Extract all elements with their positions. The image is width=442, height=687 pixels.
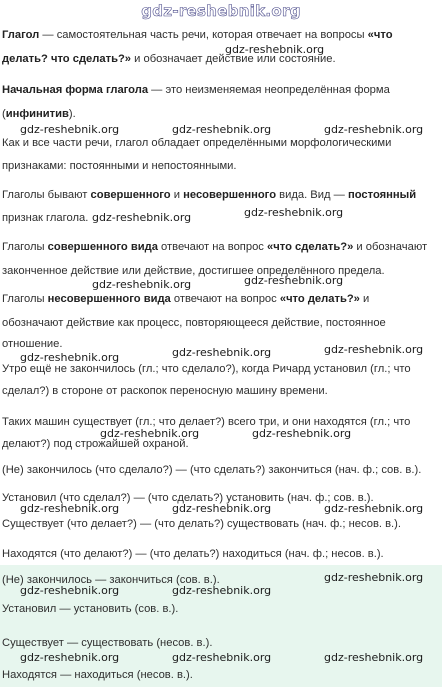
watermark-text: gdz-reshebnik.org bbox=[172, 651, 272, 664]
infinitive-line-2: (инфинитив). bbox=[2, 108, 76, 120]
watermark-text: gdz-reshebnik.org bbox=[172, 502, 272, 515]
perfective-line-1: Глаголы совершенного вида отвечают на вопрос «что сделать?» и обозначают bbox=[2, 241, 428, 253]
answer-line-1: (Не) закончилось — закончиться (сов. в.). bbox=[2, 574, 220, 586]
answer-line-2: Установил — установить (сов. в.). bbox=[2, 603, 179, 615]
definition-line-2: делать? что сделать?» и обозначает действие или состояние. bbox=[2, 53, 336, 65]
imperfective-line-1: Глаголы несовершенного вида отвечают на вопрос «что делать?» и bbox=[2, 293, 370, 305]
sentence-1-line-2: сделал?) в стороне от раскопок переносную машину времени. bbox=[2, 385, 328, 397]
watermark-text: gdz-reshebnik.org bbox=[252, 427, 352, 440]
watermark-text: gdz-reshebnik.org bbox=[92, 211, 192, 224]
imperfective-line-2: обозначают действие как процесс, повторяющееся действие, постоянное bbox=[2, 317, 386, 329]
aspect-line-1: Глаголы бывают совершенного и несовершенного вида. Вид — постоянный bbox=[2, 189, 417, 201]
perfective-line-2: законченное действие или действие, достигшее определённого предела. bbox=[2, 265, 385, 277]
watermark-text: gdz-reshebnik.org bbox=[324, 343, 424, 356]
analysis-line-2: Установил (что сделал?) — (что сделать?) установить (нач. ф.; сов. в.). bbox=[2, 492, 374, 504]
sentence-1-line-1: Утро ещё не закончилось (гл.; что сделало?), когда Ричард установил (гл.; что bbox=[2, 363, 411, 375]
watermark-text: gdz-reshebnik.org bbox=[172, 584, 272, 597]
watermark-text: gdz-reshebnik.org bbox=[20, 123, 120, 136]
sentence-2-line-2: делают?) под строжайшей охраной. bbox=[2, 438, 189, 450]
analysis-line-1: (Не) закончилось (что сделало?) — (что сделать?) закончиться (нач. ф.; сов. в.). bbox=[2, 464, 422, 476]
watermark-text: gdz-reshebnik.org bbox=[172, 346, 272, 359]
watermark-text: gdz-reshebnik.org bbox=[324, 502, 424, 515]
watermark-text: gdz-reshebnik.org bbox=[20, 651, 120, 664]
watermark-text: gdz-reshebnik.org bbox=[324, 571, 424, 584]
watermark-text: gdz-reshebnik.org bbox=[100, 427, 200, 440]
answer-line-3: Существует — существовать (несов. в.). bbox=[2, 637, 213, 649]
morphology-line-2: признаками: постоянными и непостоянными. bbox=[2, 160, 237, 172]
watermark-text: gdz-reshebnik.org bbox=[324, 651, 424, 664]
analysis-line-4: Находятся (что делают?) — (что делать?) находиться (нач. ф.; несов. в.). bbox=[2, 548, 384, 560]
morphology-line-1: Как и все части речи, глагол обладает определёнными морфологическими bbox=[2, 137, 392, 149]
aspect-line-2: признак глагола. bbox=[2, 212, 89, 224]
watermark-text: gdz-reshebnik.org bbox=[172, 123, 272, 136]
watermark-text: gdz-reshebnik.org bbox=[225, 43, 325, 56]
definition-line-1: Глагол — самостоятельная часть речи, которая отвечает на вопросы «что bbox=[2, 29, 393, 41]
analysis-line-3: Существует (что делает?) — (что делать?) существовать (нач. ф.; несов. в.). bbox=[2, 518, 401, 530]
site-watermark-title: gdz-reshebnik.org bbox=[141, 2, 301, 20]
infinitive-line-1: Начальная форма глагола — это неизменяемая неопределённая форма bbox=[2, 84, 390, 96]
watermark-text: gdz-reshebnik.org bbox=[92, 278, 192, 291]
watermark-text: gdz-reshebnik.org bbox=[244, 274, 344, 287]
answer-line-4: Находятся — находиться (несов. в.). bbox=[2, 669, 193, 681]
watermark-text: gdz-reshebnik.org bbox=[244, 206, 344, 219]
watermark-text: gdz-reshebnik.org bbox=[324, 123, 424, 136]
imperfective-line-3: отношение. bbox=[2, 338, 63, 350]
watermark-text: gdz-reshebnik.org bbox=[20, 502, 120, 515]
sentence-2-line-1: Таких машин существует (гл.; что делает?) всего три, и они находятся (гл.; что bbox=[2, 416, 411, 428]
watermark-text: gdz-reshebnik.org bbox=[20, 584, 120, 597]
watermark-text: gdz-reshebnik.org bbox=[20, 351, 120, 364]
